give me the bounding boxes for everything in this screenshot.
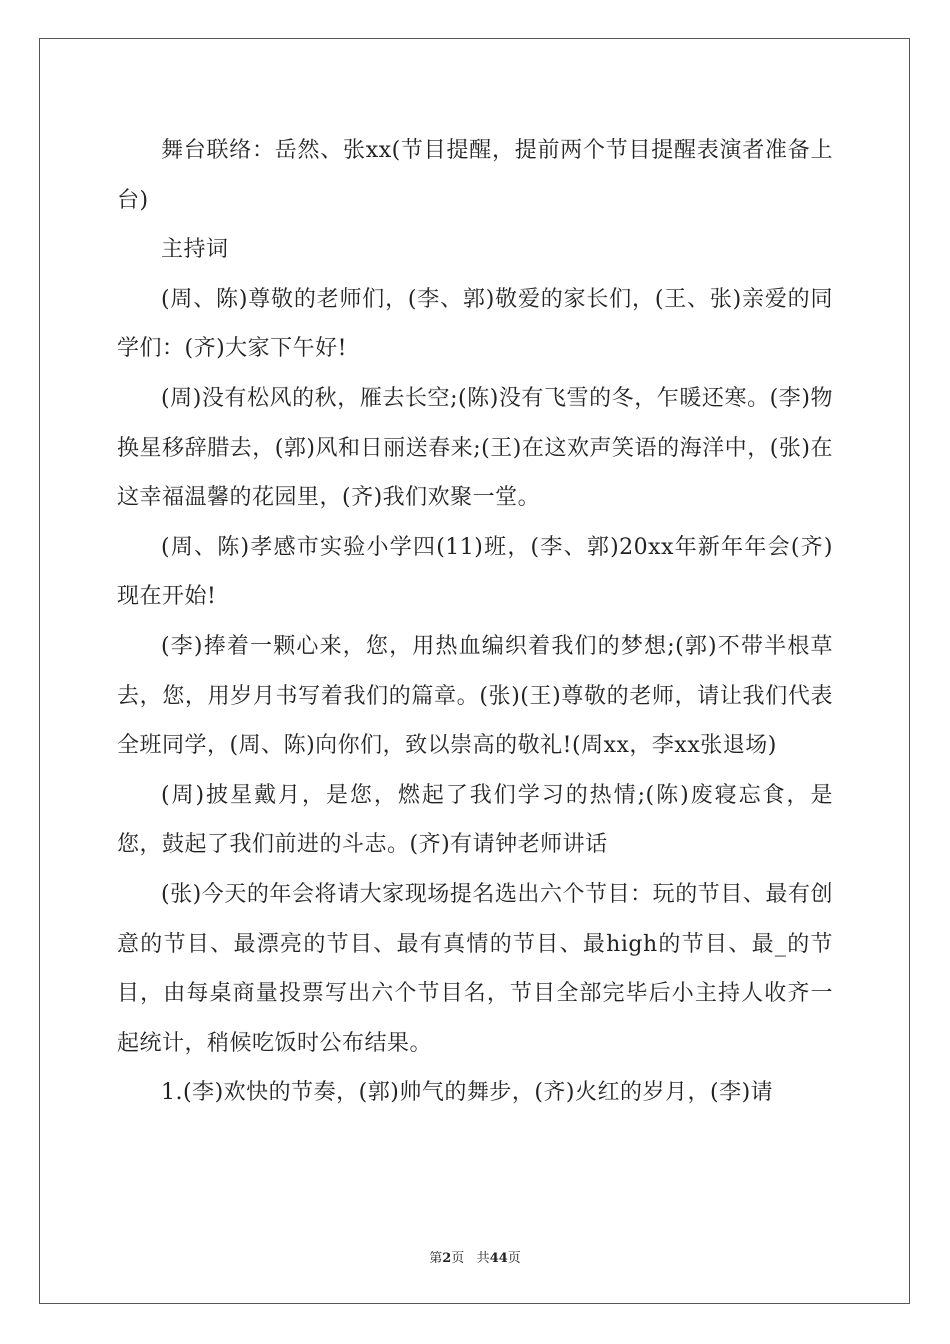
page-footer bbox=[0, 1247, 950, 1266]
paragraph-program-1: 1.(李)欢快的节奏，(郭)帅气的舞步，(齐)火红的岁月，(李)请 bbox=[161, 1080, 774, 1106]
paragraph-opening: (周、陈)孝感市实验小学四(11)班，(李、郭)20xx年新年年会(齐)现在开始! bbox=[117, 534, 833, 610]
paragraph-teacher-speech: (周)披星戴月，是您，燃起了我们学习的热情;(陈)废寝忘食，是您，鼓起了我们前进的斗志。(齐)有请钟老师讲话 bbox=[117, 782, 833, 858]
paragraph-stage-contact: 舞台联络：岳然、张xx(节目提醒，提前两个节目提醒表演者准备上台) bbox=[117, 138, 833, 213]
paragraph-seasons: (周)没有松风的秋，雁去长空;(陈)没有飞雪的冬，乍暖还寒。(李)物换星移辞腊去，(郭)风和日丽送春来;(王)在这欢声笑语的海洋中，(张)在这幸福温馨的花园里，(齐)我们欢聚一堂。 bbox=[117, 385, 833, 511]
paragraph-host-words-heading: 主持词 bbox=[161, 237, 229, 263]
footer-page-number: 2 bbox=[442, 1251, 452, 1266]
footer-page-prefix: 第 bbox=[429, 1251, 443, 1266]
footer-total-suffix: 页 bbox=[507, 1251, 521, 1266]
footer-total-pages: 44 bbox=[489, 1251, 508, 1266]
paragraph-tribute: (李)捧着一颗心来，您，用热血编织着我们的梦想;(郭)不带半根草去，您，用岁月书写着我们的篇章。(张)(王)尊敬的老师，请让我们代表全班同学，(周、陈)向你们，致以崇高的敬礼!(周xx，李xx张退场) bbox=[117, 633, 833, 759]
document-body bbox=[117, 126, 833, 1118]
footer-total-prefix: 共 bbox=[476, 1251, 490, 1266]
footer-page-suffix: 页 bbox=[451, 1251, 465, 1266]
paragraph-greeting: (周、陈)尊敬的老师们，(李、郭)敬爱的家长们，(王、张)亲爱的同学们：(齐)大家下午好! bbox=[117, 286, 833, 362]
paragraph-voting: (张)今天的年会将请大家现场提名选出六个节目：玩的节目、最有创意的节目、最漂亮的节目、最有真情的节目、最high的节目、最_的节目，由每桌商量投票写出六个节目名，节目全部完毕后小主持人收齐一起统计，稍候吃饭时公布结果。 bbox=[117, 881, 833, 1056]
